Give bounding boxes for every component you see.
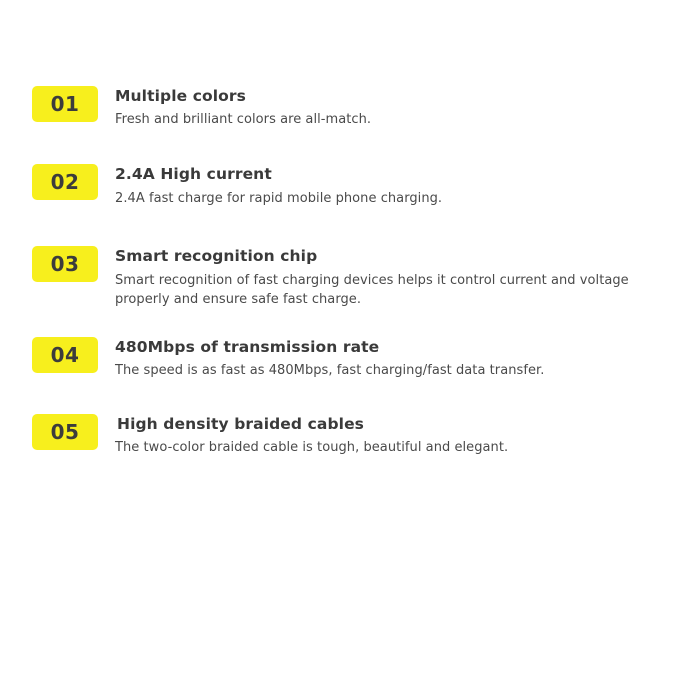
feature-title: Multiple colors	[115, 87, 246, 105]
feature-text-block	[115, 164, 442, 208]
feature-list	[32, 86, 660, 458]
feature-number-badge: 01	[32, 86, 98, 122]
list-item	[32, 164, 660, 208]
feature-description: The two-color braided cable is tough, beautiful and elegant.	[115, 440, 509, 456]
feature-number-badge: 02	[32, 164, 98, 200]
list-item	[32, 246, 660, 309]
feature-title: High density braided cables	[117, 414, 365, 433]
list-item	[32, 414, 660, 458]
feature-description: 2.4A fast charge for rapid mobile phone charging.	[115, 190, 443, 206]
list-item	[32, 86, 660, 130]
feature-number-badge: 03	[32, 246, 98, 282]
feature-text-block	[115, 337, 544, 381]
feature-description: Fresh and brilliant colors are all-match.	[115, 112, 372, 128]
feature-title: Smart recognition chip	[115, 247, 318, 266]
feature-text-block	[115, 86, 371, 130]
list-item	[32, 337, 660, 381]
feature-title: 480Mbps of transmission rate	[115, 337, 380, 356]
feature-number-badge: 05	[32, 414, 98, 450]
feature-description: Smart recognition of fast charging devices helps it control current and voltage properly and ensure safe fast charge.	[115, 272, 629, 307]
feature-number-badge: 04	[32, 337, 98, 373]
feature-title: 2.4A High current	[115, 165, 272, 184]
feature-text-block	[115, 246, 635, 309]
feature-description: The speed is as fast as 480Mbps, fast charging/fast data transfer.	[115, 362, 545, 378]
feature-text-block	[115, 414, 508, 458]
